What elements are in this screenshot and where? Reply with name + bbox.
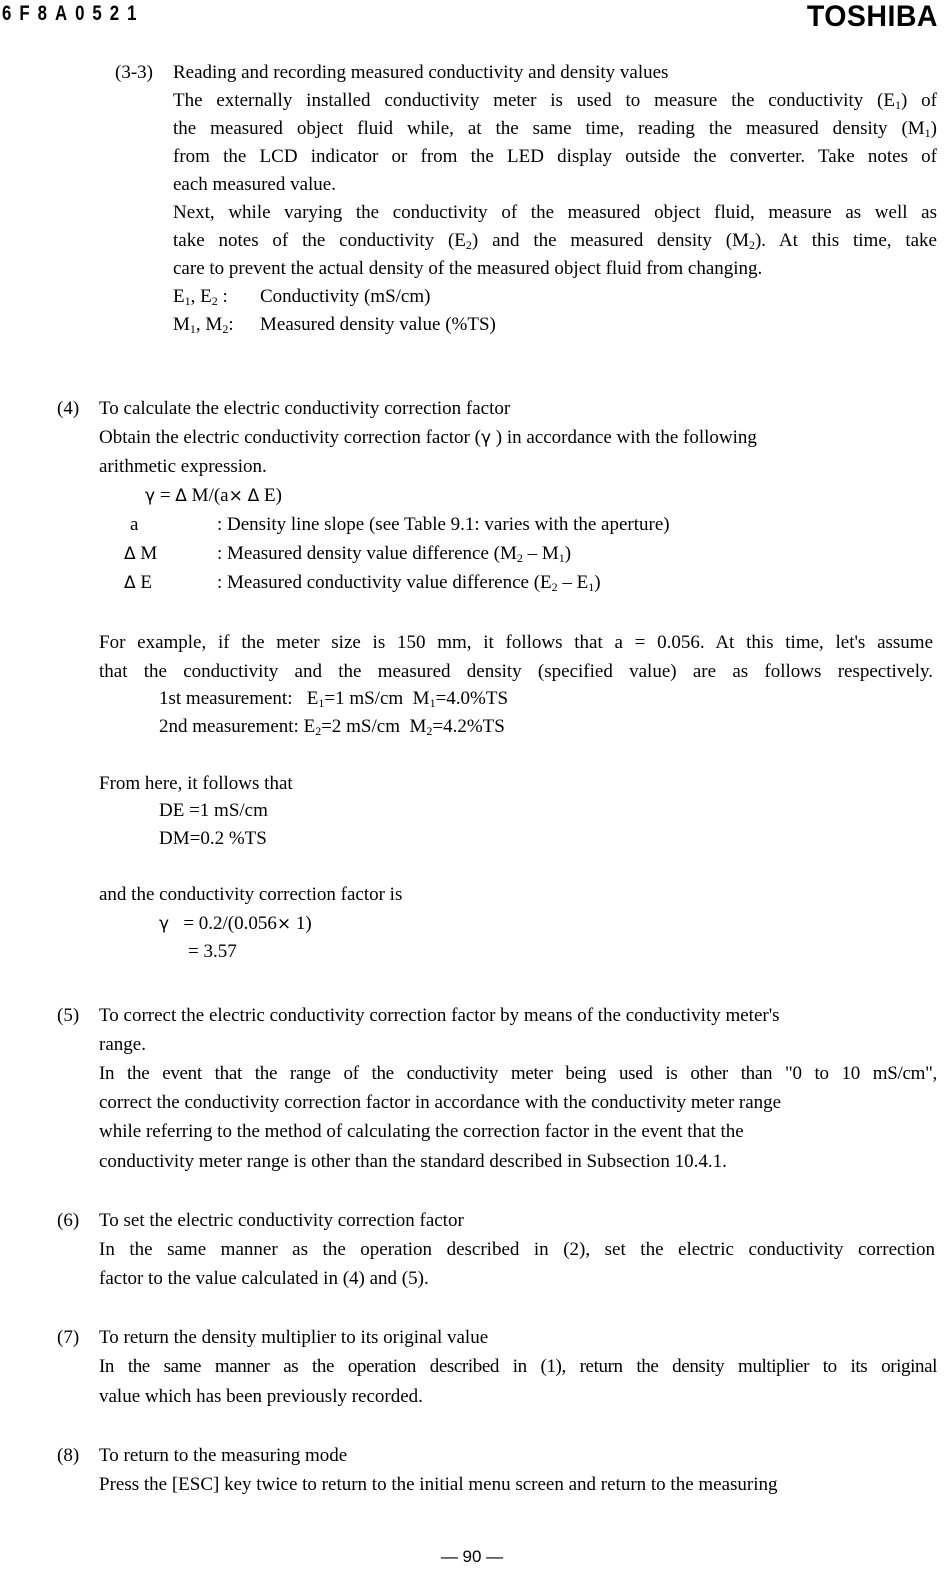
variable-term [124, 571, 152, 595]
symbol: × [276, 914, 292, 934]
text-run: the measured object fluid while, at the same time, reading the measured density (M [173, 118, 925, 139]
paragraph-line: For example, if the meter size is 150 mm, it follows that a = 0.056. At this time, let's assume [99, 632, 933, 653]
paragraph-line: that the conductivity and the measured density (specified value) are as follows respectively. [99, 661, 933, 682]
subscript: 2 [222, 322, 229, 336]
section-number: (6) [57, 1210, 80, 1231]
text-run: ) and the measured density (M [471, 230, 749, 251]
paragraph-line: from the LCD indicator or from the LED display outside the converter. Take notes of [173, 146, 937, 167]
text-run: ) [594, 572, 601, 593]
calculation [159, 912, 312, 936]
text-run: Obtain the electric conductivity correction factor ( [99, 427, 481, 448]
text-run: =4.0%TS [435, 688, 509, 709]
variable-term [124, 542, 157, 566]
subscript: 1 [318, 696, 325, 710]
definition-term [173, 285, 228, 309]
section-number: (5) [57, 1005, 80, 1026]
delta-m: DM=0.2 %TS [159, 828, 267, 849]
subscript: 2 [426, 724, 433, 738]
symbol: Δ [124, 544, 136, 564]
text-run: E [135, 572, 152, 593]
section-number: (4) [57, 398, 80, 419]
text-run: E) [259, 485, 282, 506]
text-run: =2 mS/cm M [321, 716, 427, 737]
text-run: 2nd measurement: E [159, 716, 316, 737]
text-run: ) [564, 543, 572, 564]
symbol: Δ [175, 486, 187, 506]
calculation-result: = 3.57 [188, 941, 237, 962]
text-run: E [173, 286, 185, 307]
symbol: Δ [124, 573, 136, 593]
text-run: ). At this time, take [754, 230, 937, 251]
paragraph-line: and the conductivity correction factor is [99, 884, 403, 905]
variable-desc [217, 542, 571, 566]
paragraph-line: correct the conductivity correction factor in accordance with the conductivity meter range [99, 1092, 782, 1113]
paragraph-line [173, 89, 937, 113]
section-title: To set the electric conductivity correction factor [99, 1210, 464, 1231]
text-run: , M [195, 314, 223, 335]
subscript: 1 [895, 98, 901, 112]
text-run: : [217, 286, 228, 307]
text-run: ) of [901, 90, 937, 111]
section-title: Reading and recording measured conductivity and density values [173, 62, 669, 83]
paragraph-line [173, 229, 937, 253]
subscript: 2 [315, 724, 322, 738]
toshiba-logo: TOSHIBA [806, 0, 938, 33]
document-number: 6F8A0521 [2, 2, 145, 25]
paragraph-line: factor to the value calculated in (4) and (5). [99, 1268, 429, 1289]
paragraph-line: care to prevent the actual density of the measured object fluid from changing. [173, 258, 763, 279]
paragraph-line: conductivity meter range is other than the standard described in Subsection 10.4.1. [99, 1151, 727, 1172]
paragraph-line [173, 117, 937, 141]
paragraph-line: In the same manner as the operation described in (2), set the electric conductivity correction [99, 1239, 935, 1260]
text-run: take notes of the conductivity (E [173, 230, 466, 251]
paragraph-line: range. [99, 1034, 146, 1055]
subscript: 1 [184, 294, 191, 308]
text-run: 1st measurement: E [159, 688, 319, 709]
subscript: 2 [211, 294, 218, 308]
text-run: : Measured conductivity value difference (E [217, 572, 552, 593]
subscript: 2 [516, 551, 523, 565]
text-run: = [155, 485, 176, 506]
paragraph-line [99, 426, 757, 450]
symbol: × [228, 486, 243, 506]
text-run: ) [930, 118, 937, 139]
subscript: 1 [588, 580, 595, 594]
paragraph-line: In the same manner as the operation described in (1), return the density multiplier to its original [99, 1356, 937, 1377]
text-run: – M [522, 543, 559, 564]
text-run: =1 mS/cm M [324, 688, 430, 709]
section-title: To correct the electric conductivity correction factor by means of the conductivity meter's [99, 1005, 780, 1026]
subscript: 2 [748, 238, 755, 252]
paragraph-line: Next, while varying the conductivity of the measured object fluid, measure as well as [173, 202, 937, 223]
section-number: (8) [57, 1445, 80, 1466]
text-run: M [135, 543, 158, 564]
text-run: , E [190, 286, 212, 307]
section-title: To calculate the electric conductivity correction factor [99, 398, 511, 419]
formula [145, 484, 282, 508]
symbol: γ [159, 914, 170, 934]
subscript: 1 [189, 322, 196, 336]
measurement-1 [159, 687, 508, 711]
delta-e: DE =1 mS/cm [159, 800, 268, 821]
section-number: (3-3) [115, 62, 153, 83]
definition-term [173, 313, 234, 337]
variable-desc [217, 571, 601, 595]
paragraph-line: From here, it follows that [99, 773, 293, 794]
measurement-2 [159, 715, 505, 739]
section-title: To return to the measuring mode [99, 1445, 348, 1466]
paragraph-line: each measured value. [173, 174, 336, 195]
text-run: M/(a [186, 485, 229, 506]
subscript: 2 [551, 580, 558, 594]
text-run: : Measured density value difference (M [217, 543, 517, 564]
text-run: =4.2%TS [432, 716, 505, 737]
symbol: Δ [247, 486, 260, 506]
text-run: : [228, 314, 234, 335]
section-title: To return the density multiplier to its original value [99, 1327, 489, 1348]
variable-desc: : Density line slope (see Table 9.1: varies with the aperture) [217, 514, 670, 535]
definition-desc: Conductivity (mS/cm) [260, 286, 431, 307]
text-run: The externally installed conductivity meter is used to measure the conductivity (E [173, 90, 895, 111]
paragraph-line: Press the [ESC] key twice to return to the initial menu screen and return to the measuring [99, 1474, 778, 1495]
subscript: 1 [924, 126, 931, 140]
definition-desc: Measured density value (%TS) [260, 314, 496, 335]
text-run: – E [557, 572, 589, 593]
section-number: (7) [57, 1327, 80, 1348]
subscript: 2 [465, 238, 472, 252]
page-number: — 90 — [440, 1547, 504, 1566]
text-run: ) in accordance with the following [491, 427, 757, 448]
variable-term: a [130, 514, 139, 535]
text-run: = 0.2/(0.056 [169, 913, 277, 934]
paragraph-line: while referring to the method of calculating the correction factor in the event that the [99, 1121, 744, 1142]
paragraph-line: value which has been previously recorded. [99, 1386, 423, 1407]
paragraph-line: arithmetic expression. [99, 456, 267, 477]
symbol: γ [480, 428, 492, 448]
text-run: 1) [291, 913, 312, 934]
subscript: 1 [558, 551, 565, 565]
subscript: 1 [429, 696, 436, 710]
text-run: M [173, 314, 190, 335]
symbol: γ [145, 486, 156, 506]
paragraph-line: In the event that the range of the conductivity meter being used is other than "0 to 10 mS/cm", [99, 1063, 937, 1084]
